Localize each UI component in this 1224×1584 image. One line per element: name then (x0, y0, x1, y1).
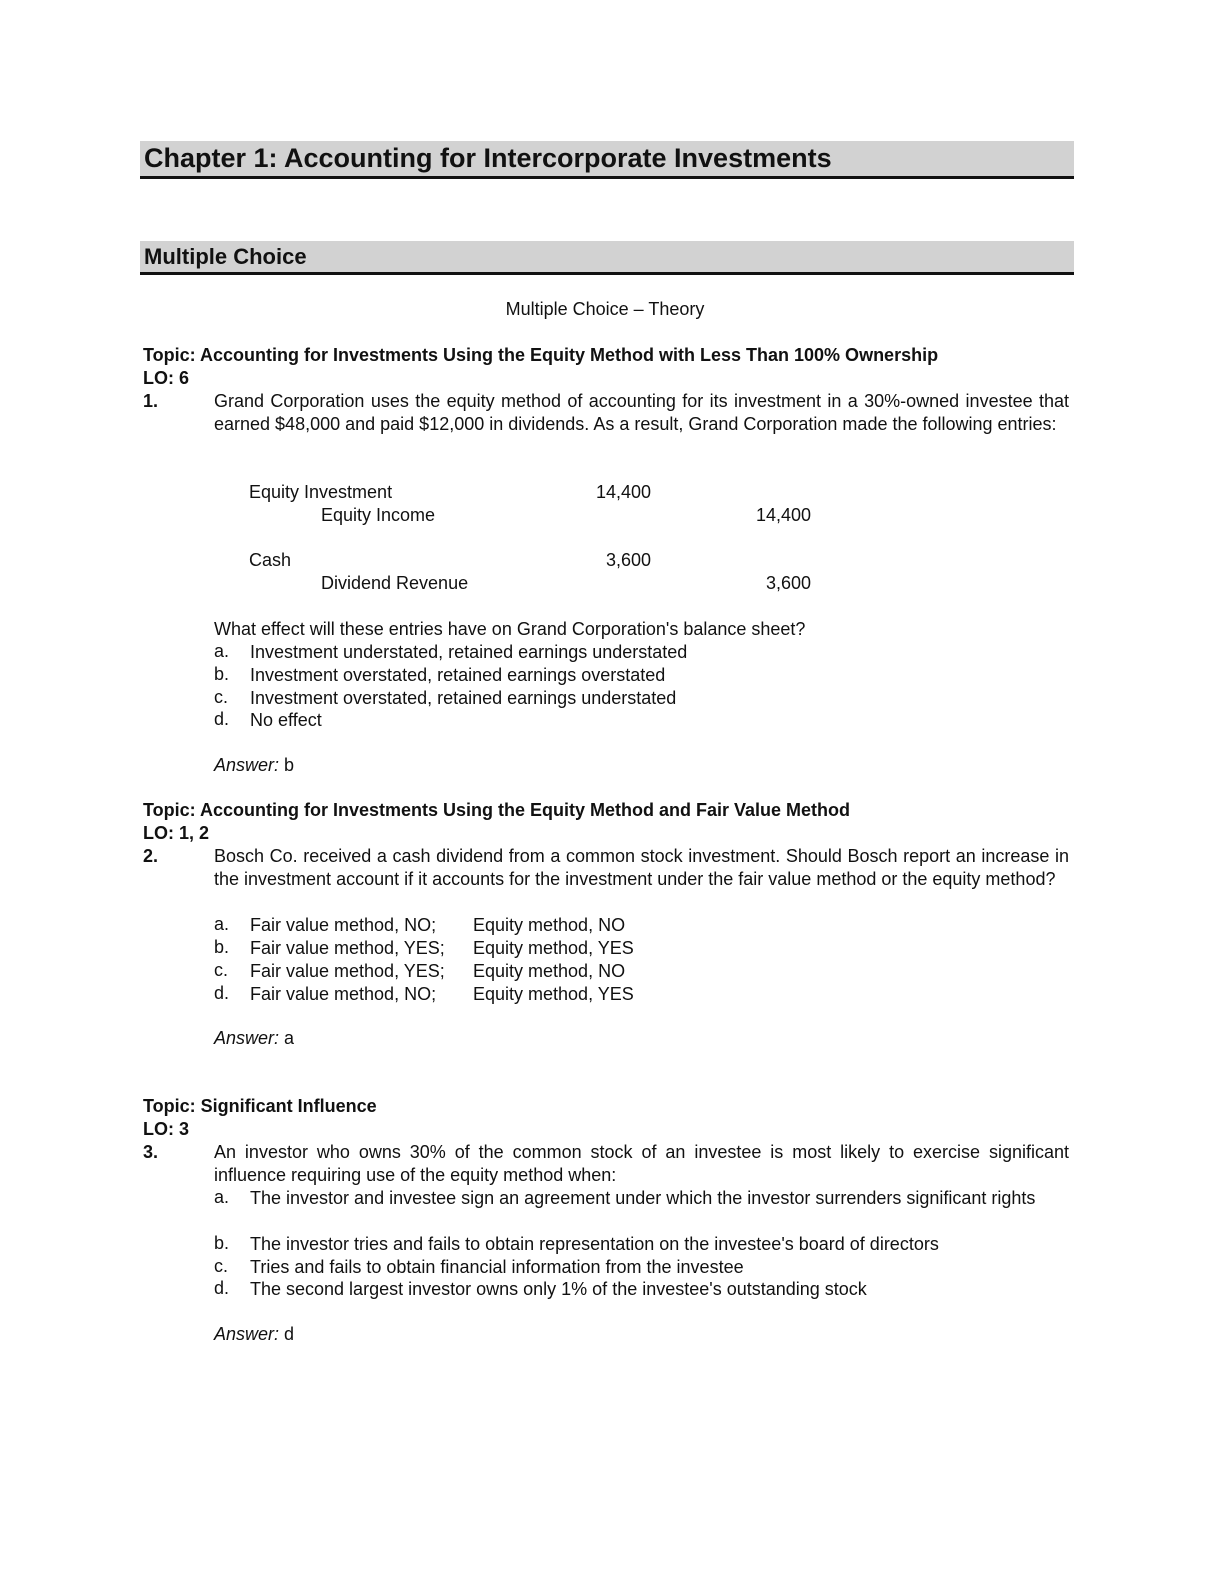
journal-credit-amount: 3,600 (765, 573, 811, 593)
section-title-bar (140, 241, 1074, 275)
question-3-lo: LO: 3 (143, 1119, 190, 1139)
question-3-stem: An investor who owns 30% of the common stock of an investee is most likely to exercise significant influence requiring use of the equity method when: (214, 1142, 1069, 1185)
option-letter: a. (214, 1187, 230, 1207)
section-title: Multiple Choice (144, 244, 307, 269)
option-letter: c. (214, 1256, 229, 1276)
question-1-prompt: What effect will these entries have on Grand Corporation's balance sheet? (214, 619, 806, 639)
chapter-title-bar (140, 141, 1074, 179)
option-text: Investment understated, retained earnings understated (250, 642, 688, 662)
question-1-topic: Topic: Accounting for Investments Using the Equity Method with Less Than 100% Ownership (143, 345, 939, 365)
journal-credit-amount: 14,400 (755, 505, 811, 525)
option-text: The second largest investor owns only 1% of the investee's outstanding stock (250, 1279, 867, 1299)
answer-value: d (284, 1324, 295, 1344)
option-letter: d. (214, 1278, 230, 1298)
answer-label: Answer: (214, 1324, 280, 1344)
answer-label: Answer: (214, 1028, 280, 1048)
option-letter: d. (214, 709, 230, 729)
option-fair-value: Fair value method, YES; (250, 938, 445, 958)
option-letter: d. (214, 983, 230, 1003)
journal-debit-account: Cash (249, 550, 292, 570)
journal-debit-amount: 3,600 (605, 550, 651, 570)
question-2-answer (214, 1028, 294, 1049)
option-text: The investor tries and fails to obtain representation on the investee's board of directors (250, 1234, 939, 1254)
question-3-topic: Topic: Significant Influence (143, 1096, 377, 1116)
question-2-stem: Bosch Co. received a cash dividend from a common stock investment. Should Bosch report an increase in the investment account if it accounts for the investment under the fair value method or the equity method? (214, 846, 1069, 889)
journal-debit-account: Equity Investment (249, 482, 393, 502)
journal-debit-amount: 14,400 (595, 482, 651, 502)
answer-label: Answer: (214, 755, 280, 775)
option-letter: c. (214, 687, 229, 707)
question-3-number: 3. (143, 1142, 159, 1162)
option-letter: c. (214, 960, 229, 980)
option-letter: b. (214, 937, 230, 957)
option-text: Tries and fails to obtain financial information from the investee (250, 1257, 744, 1277)
question-1-lo: LO: 6 (143, 368, 190, 388)
option-fair-value: Fair value method, NO; (250, 984, 437, 1004)
option-fair-value: Fair value method, YES; (250, 961, 445, 981)
option-equity: Equity method, NO (473, 961, 626, 981)
option-letter: a. (214, 641, 230, 661)
chapter-title: Chapter 1: Accounting for Intercorporate Investments (144, 143, 832, 173)
journal-credit-account: Equity Income (321, 505, 436, 525)
option-equity: Equity method, YES (473, 984, 634, 1004)
question-2-topic: Topic: Accounting for Investments Using the Equity Method and Fair Value Method (143, 800, 851, 820)
journal-credit-account: Dividend Revenue (321, 573, 469, 593)
section-subtitle: Multiple Choice – Theory (505, 299, 705, 319)
option-text: The investor and investee sign an agreement under which the investor surrenders significant rights (250, 1188, 1036, 1208)
question-2-number: 2. (143, 846, 159, 866)
answer-value: b (284, 755, 295, 775)
question-1-number: 1. (143, 391, 159, 411)
question-3-answer (214, 1324, 294, 1345)
question-2-lo: LO: 1, 2 (143, 823, 210, 843)
question-1-answer (214, 755, 294, 776)
option-letter: b. (214, 664, 230, 684)
option-text: Investment overstated, retained earnings overstated (250, 665, 666, 685)
option-text: No effect (250, 710, 322, 730)
answer-value: a (284, 1028, 295, 1048)
option-letter: a. (214, 914, 230, 934)
option-equity: Equity method, NO (473, 915, 626, 935)
option-equity: Equity method, YES (473, 938, 634, 958)
option-letter: b. (214, 1233, 230, 1253)
option-text: Investment overstated, retained earnings understated (250, 688, 677, 708)
option-fair-value: Fair value method, NO; (250, 915, 437, 935)
question-1-stem: Grand Corporation uses the equity method of accounting for its investment in a 30%-owned investee that earned $48,000 and paid $12,000 in dividends. As a result, Grand Corporation made the following entries: (214, 391, 1069, 434)
